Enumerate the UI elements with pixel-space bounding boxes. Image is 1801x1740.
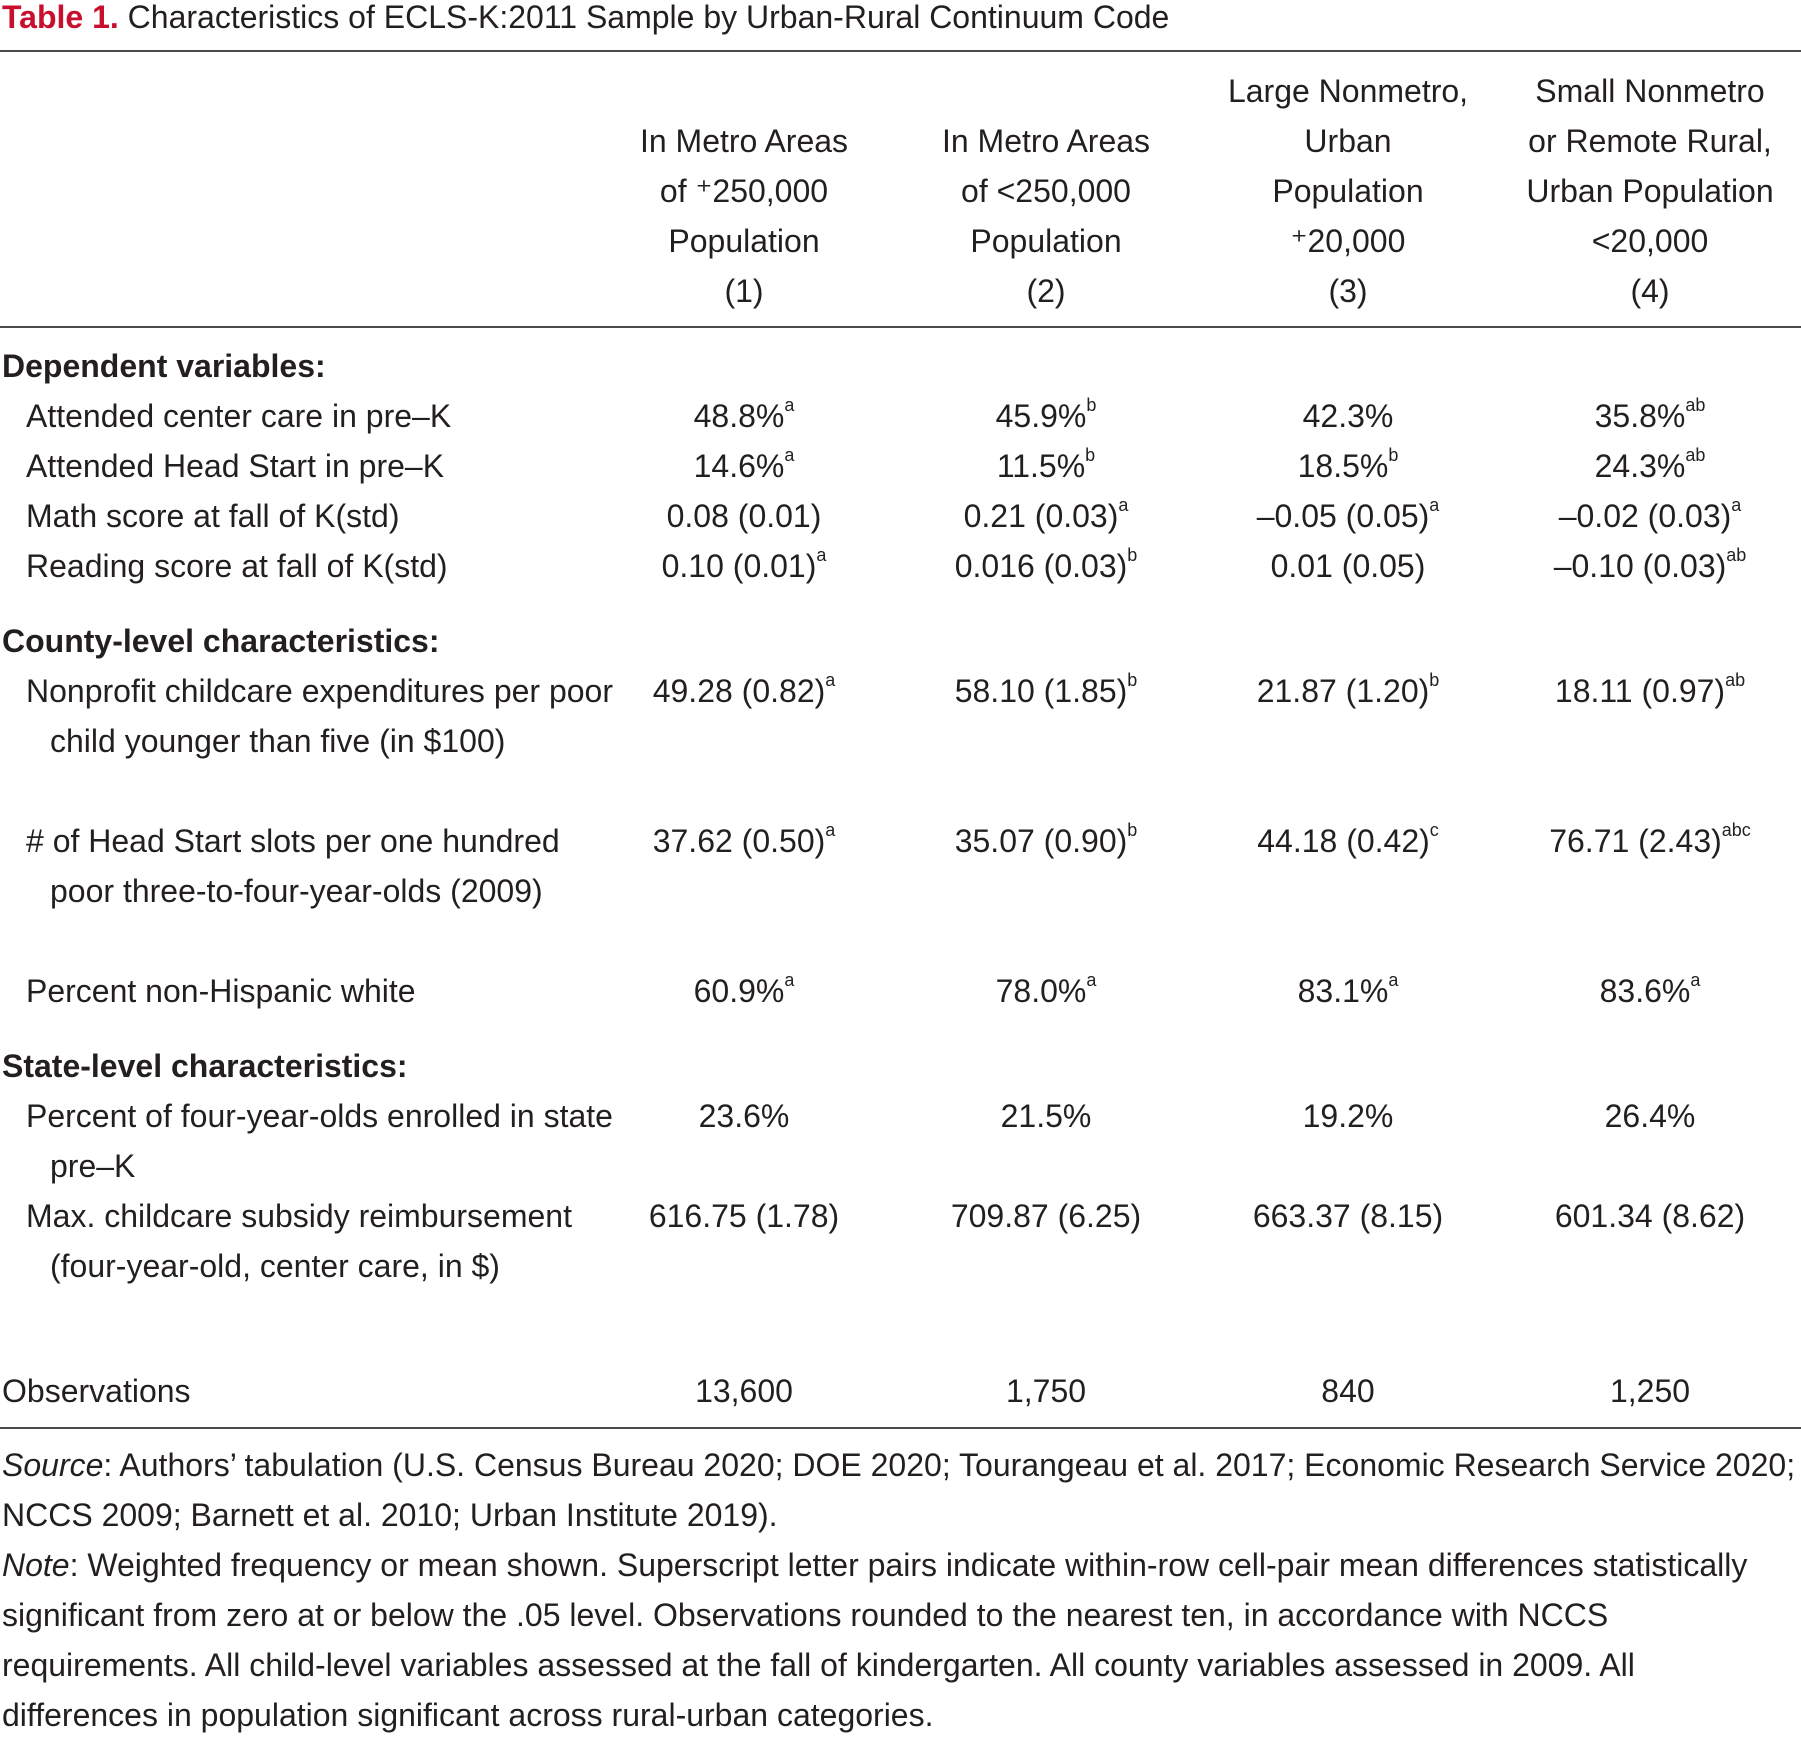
table-cell bbox=[594, 391, 894, 441]
row-label: Percent non-Hispanic white bbox=[26, 973, 416, 1009]
cell-superscript: a bbox=[825, 670, 836, 691]
column-header-line: (1) bbox=[724, 273, 764, 309]
table-cell bbox=[1198, 966, 1498, 1016]
cell-value: 0.08 (0.01) bbox=[666, 498, 822, 534]
table-cell bbox=[1198, 491, 1498, 541]
table-cell bbox=[896, 491, 1196, 541]
cell-value: 37.62 (0.50) bbox=[652, 823, 826, 859]
source-note bbox=[2, 1440, 1799, 1540]
cell-value: 24.3% bbox=[1594, 448, 1686, 484]
table-cell bbox=[896, 541, 1196, 591]
note-label: Note bbox=[2, 1547, 70, 1583]
cell-value: 709.87 (6.25) bbox=[950, 1198, 1142, 1234]
cell-superscript: a bbox=[784, 970, 795, 991]
cell-value: –0.02 (0.03) bbox=[1558, 498, 1732, 534]
row-label: Math score at fall of K(std) bbox=[26, 498, 400, 534]
table-cell bbox=[1198, 666, 1498, 716]
table-cell bbox=[594, 441, 894, 491]
cell-value: 26.4% bbox=[1604, 1098, 1696, 1134]
cell-value: 23.6% bbox=[698, 1098, 790, 1134]
table-cell bbox=[896, 816, 1196, 866]
table-cell bbox=[1198, 441, 1498, 491]
column-header-line: (3) bbox=[1328, 273, 1368, 309]
column-header-2 bbox=[896, 116, 1196, 316]
column-header-3 bbox=[1198, 66, 1498, 316]
cell-superscript: b bbox=[1127, 545, 1138, 566]
section-title-state: State-level characteristics: bbox=[2, 1048, 408, 1084]
column-header-line: (2) bbox=[1026, 273, 1066, 309]
cell-superscript: a bbox=[1429, 495, 1440, 516]
column-header-line: of <250,000 bbox=[961, 173, 1131, 209]
cell-value: 663.37 (8.15) bbox=[1252, 1198, 1444, 1234]
cell-superscript: a bbox=[1731, 495, 1742, 516]
general-note bbox=[2, 1540, 1799, 1740]
table-cell bbox=[896, 441, 1196, 491]
cell-superscript: a bbox=[784, 445, 795, 466]
table-cell bbox=[1500, 816, 1800, 866]
cell-value: –0.10 (0.03) bbox=[1553, 548, 1727, 584]
table-cell bbox=[1500, 966, 1800, 1016]
table-cell bbox=[896, 1191, 1196, 1241]
cell-value: 44.18 (0.42) bbox=[1257, 823, 1430, 859]
table-cell bbox=[1500, 666, 1800, 716]
cell-value: 76.71 (2.43) bbox=[1549, 823, 1722, 859]
column-header-line: Urban Population bbox=[1526, 173, 1774, 209]
row-label: # of Head Start slots per one hundred poor three-to-four-year-olds (2009) bbox=[26, 823, 560, 909]
column-header-line: In Metro Areas bbox=[639, 123, 849, 159]
column-header-line: or Remote Rural, bbox=[1528, 123, 1772, 159]
cell-superscript: a bbox=[1690, 970, 1701, 991]
column-header-line: of ⁺250,000 bbox=[659, 173, 829, 209]
section-title-county: County-level characteristics: bbox=[2, 623, 440, 659]
table-cell bbox=[896, 966, 1196, 1016]
cell-value: 11.5% bbox=[996, 448, 1086, 484]
cell-superscript: b bbox=[1085, 445, 1096, 466]
note-text: : Weighted frequency or mean shown. Superscript letter pairs indicate within-row cell-pair mean differences statistically significant from zero at or below the .05 level. Observations rounded to the nearest ten, in accordance with NCCS requirements. All child-level variables assessed at the fall of kindergarten. All county variables assessed in 2009. All differences in population significant across rural-urban categories. bbox=[2, 1547, 1748, 1733]
source-label: Source bbox=[2, 1447, 104, 1483]
bottom-rule bbox=[0, 1427, 1801, 1429]
cell-superscript: abc bbox=[1721, 820, 1751, 841]
table-cell bbox=[1198, 816, 1498, 866]
cell-value: 35.07 (0.90) bbox=[954, 823, 1128, 859]
table-cell bbox=[594, 816, 894, 866]
source-text: : Authors’ tabulation (U.S. Census Bureau 2020; DOE 2020; Tourangeau et al. 2017; Economic Research Service 2020; NCCS 2009; Barnett et al. 2010; Urban Institute 2019). bbox=[2, 1447, 1796, 1533]
cell-value: 0.016 (0.03) bbox=[954, 548, 1128, 584]
table-cell bbox=[1500, 541, 1800, 591]
table-cell bbox=[594, 966, 894, 1016]
cell-value: 83.6% bbox=[1599, 973, 1691, 1009]
row-label: Max. childcare subsidy reimbursement (four-year-old, center care, in $) bbox=[26, 1198, 572, 1284]
cell-superscript: a bbox=[784, 395, 795, 416]
cell-value: 21.87 (1.20) bbox=[1256, 673, 1430, 709]
cell-superscript: ab bbox=[1685, 395, 1706, 416]
observations-cell: 13,600 bbox=[695, 1373, 793, 1409]
column-header-line: ⁺20,000 bbox=[1290, 223, 1406, 259]
cell-value: 0.21 (0.03) bbox=[963, 498, 1119, 534]
table-cell bbox=[896, 666, 1196, 716]
cell-superscript: a bbox=[1118, 495, 1129, 516]
table-title: Characteristics of ECLS-K:2011 Sample by Urban-Rural Continuum Code bbox=[127, 0, 1170, 35]
cell-superscript: b bbox=[1429, 670, 1440, 691]
table-cell bbox=[594, 541, 894, 591]
cell-value: 0.01 (0.05) bbox=[1270, 548, 1426, 584]
column-header-line: Urban bbox=[1304, 123, 1392, 159]
table-cell bbox=[594, 666, 894, 716]
cell-superscript: a bbox=[1086, 970, 1097, 991]
cell-superscript: a bbox=[816, 545, 827, 566]
table-cell bbox=[896, 391, 1196, 441]
column-header-line: Small Nonmetro bbox=[1535, 73, 1765, 109]
row-label: Percent of four-year-olds enrolled in state pre–K bbox=[26, 1098, 613, 1184]
cell-value: 42.3% bbox=[1302, 398, 1394, 434]
table-number: Table 1. bbox=[2, 0, 119, 35]
cell-value: –0.05 (0.05) bbox=[1256, 498, 1430, 534]
observations-label: Observations bbox=[2, 1373, 191, 1409]
cell-value: 14.6% bbox=[693, 448, 785, 484]
column-header-1 bbox=[594, 116, 894, 316]
observations-cell: 840 bbox=[1321, 1373, 1375, 1409]
cell-superscript: b bbox=[1388, 445, 1399, 466]
cell-value: 60.9% bbox=[693, 973, 785, 1009]
cell-value: 601.34 (8.62) bbox=[1554, 1198, 1746, 1234]
cell-value: 83.1% bbox=[1297, 973, 1389, 1009]
cell-value: 19.2% bbox=[1302, 1098, 1394, 1134]
cell-superscript: ab bbox=[1726, 545, 1747, 566]
table-cell bbox=[1198, 391, 1498, 441]
cell-value: 48.8% bbox=[693, 398, 785, 434]
cell-value: 49.28 (0.82) bbox=[652, 673, 826, 709]
column-header-line: <20,000 bbox=[1591, 223, 1709, 259]
cell-superscript: ab bbox=[1725, 670, 1746, 691]
observations-cell: 1,750 bbox=[1005, 1373, 1087, 1409]
cell-superscript: a bbox=[1388, 970, 1399, 991]
column-header-line: Population bbox=[970, 223, 1122, 259]
table-cell bbox=[1500, 1091, 1800, 1141]
table-cell bbox=[1500, 391, 1800, 441]
table-cell bbox=[1198, 541, 1498, 591]
column-header-line: Large Nonmetro, bbox=[1227, 73, 1469, 109]
table-cell bbox=[1198, 1091, 1498, 1141]
cell-value: 21.5% bbox=[1000, 1098, 1092, 1134]
cell-value: 58.10 (1.85) bbox=[954, 673, 1128, 709]
column-header-4 bbox=[1500, 66, 1800, 316]
table-cell bbox=[594, 491, 894, 541]
cell-superscript: a bbox=[825, 820, 836, 841]
row-label: Reading score at fall of K(std) bbox=[26, 548, 448, 584]
cell-value: 78.0% bbox=[995, 973, 1087, 1009]
column-header-line: (4) bbox=[1630, 273, 1670, 309]
column-header-line: Population bbox=[1272, 173, 1424, 209]
cell-value: 35.8% bbox=[1594, 398, 1686, 434]
cell-superscript: b bbox=[1127, 820, 1138, 841]
table-cell bbox=[594, 1191, 894, 1241]
table-cell bbox=[1500, 491, 1800, 541]
cell-superscript: c bbox=[1429, 820, 1439, 841]
table-cell bbox=[594, 1091, 894, 1141]
table-cell bbox=[1500, 441, 1800, 491]
column-header-line: In Metro Areas bbox=[941, 123, 1151, 159]
row-label: Attended Head Start in pre–K bbox=[26, 448, 445, 484]
header-rule bbox=[0, 326, 1801, 328]
table-caption bbox=[2, 0, 1169, 34]
top-rule bbox=[0, 50, 1801, 52]
cell-superscript: b bbox=[1086, 395, 1097, 416]
cell-value: 616.75 (1.78) bbox=[648, 1198, 840, 1234]
row-label: Attended center care in pre–K bbox=[26, 398, 452, 434]
table-cell bbox=[1198, 1191, 1498, 1241]
table-notes bbox=[2, 1440, 1799, 1740]
column-header-line: Population bbox=[668, 223, 820, 259]
section-title-dependent: Dependent variables: bbox=[2, 348, 326, 384]
cell-superscript: b bbox=[1127, 670, 1138, 691]
table-cell bbox=[1500, 1191, 1800, 1241]
cell-superscript: ab bbox=[1685, 445, 1706, 466]
cell-value: 18.11 (0.97) bbox=[1554, 673, 1726, 709]
table-cell bbox=[896, 1091, 1196, 1141]
row-label: Nonprofit childcare expenditures per poor child younger than five (in $100) bbox=[26, 673, 613, 759]
cell-value: 0.10 (0.01) bbox=[661, 548, 817, 584]
cell-value: 18.5% bbox=[1297, 448, 1389, 484]
cell-value: 45.9% bbox=[995, 398, 1087, 434]
observations-cell: 1,250 bbox=[1609, 1373, 1691, 1409]
